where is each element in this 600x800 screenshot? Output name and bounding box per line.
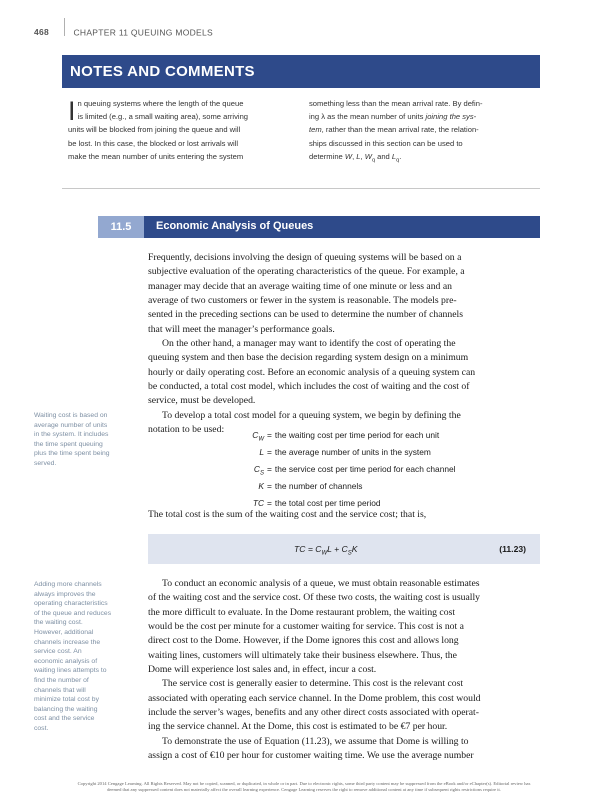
body-line: of the waiting cost and the service cost. Of these two costs, the waiting cost is usually xyxy=(148,592,480,604)
notes-divider xyxy=(62,188,540,189)
body-line: associated with operating each service channel. In the Dome problem, this cost would xyxy=(148,692,481,704)
body-line: The service cost is generally easier to determine. This cost is the relevant cost xyxy=(162,678,464,690)
body-line: ing the service channel. At the Dome, this cost is estimated to be €7 per hour. xyxy=(148,721,448,733)
definition-row xyxy=(148,447,431,457)
body-line: that will meet the manager’s performance goals. xyxy=(148,323,335,335)
margin-note-line: However, additional xyxy=(34,628,94,636)
page-number: 468 xyxy=(34,27,50,38)
body-line: To demonstrate the use of Equation (11.23), we assume that Dome is willing to xyxy=(162,735,469,747)
equation-box xyxy=(148,534,540,564)
body-line: waiting lines, customers will ultimately take their business elsewhere. Thus, the xyxy=(148,649,457,661)
notes-line: be lost. In this case, the blocked or lost arrivals will xyxy=(68,138,239,148)
margin-note-line: Adding more channels xyxy=(34,581,102,588)
body-line: The total cost is the sum of the waiting cost and the service cost; that is, xyxy=(148,509,427,520)
body-paragraphs-1 xyxy=(148,251,540,437)
notes-line: tem, rather than the mean arrival rate, the relation- xyxy=(309,125,479,135)
body-paragraphs-2 xyxy=(148,577,540,763)
notes-line: make the mean number of units entering the system xyxy=(68,151,244,161)
body-line: average of two customers or fewer in the system is reasonable. The models pre- xyxy=(148,295,457,307)
footer-line: Copyright 2014 Cengage Learning. All Rights Reserved. May not be copied, scanned, or duplicated, in whole or in part. Due to electronic rights, some third party content may be suppressed from the eBook and/or eChapter(s). Editorial review has xyxy=(77,781,531,786)
margin-note-line: cost and the service xyxy=(34,715,95,723)
margin-note-line: channels that will xyxy=(34,686,86,694)
definition-text: the average number of units in the system xyxy=(274,447,431,457)
margin-note-line: average number of units xyxy=(34,421,108,429)
body-line: sented in the preceding sections can be used to determine the number of channels xyxy=(148,309,464,321)
margin-note-line: find the number of xyxy=(34,676,89,684)
notes-line: ships discussed in this section can be used to xyxy=(309,138,463,148)
chapter-title: CHAPTER 11 QUEUING MODELS xyxy=(73,27,214,38)
body-line: Dome will experience lost sales and, in effect, incur a cost. xyxy=(148,664,377,676)
equals-sign: = xyxy=(267,447,272,457)
notes-line: is limited (e.g., a small waiting area), some arriving xyxy=(77,112,249,122)
margin-note-line: the waiting cost. xyxy=(34,619,83,627)
body-line: be conducted, a total cost model, which includes the cost of waiting and the cost of xyxy=(148,381,470,393)
notes-line: n queuing systems where the length of the queue xyxy=(77,99,244,108)
definition-symbol: $C_S$ xyxy=(253,464,264,477)
body-line: would be the cost per minute for a customer waiting for service. This cost is not a xyxy=(148,621,464,633)
body-line: the more difficult to evaluate. In the Dome restaurant problem, the waiting cost xyxy=(148,606,456,618)
running-head xyxy=(34,24,213,42)
notes-line: units will be blocked from joining the queue and will xyxy=(68,125,241,135)
margin-note-line: operating characteristics xyxy=(34,600,108,608)
margin-note-line: served. xyxy=(34,459,57,467)
margin-note-line: always improves the xyxy=(34,590,96,598)
total-cost-sentence xyxy=(148,508,540,522)
notes-line: something less than the mean arrival rate. By defin- xyxy=(309,99,483,108)
margin-note-line: minimize total cost by xyxy=(34,696,99,704)
margin-note-line: of the queue and reduces xyxy=(34,609,112,617)
notes-body xyxy=(68,97,538,179)
definition-symbol: K xyxy=(258,481,264,491)
body-line: On the other hand, a manager may want to identify the cost of operating the xyxy=(162,338,456,350)
definition-row xyxy=(148,430,439,443)
body-line: subjective evaluation of the operating characteristics of the queue. For example, a xyxy=(148,266,465,278)
definition-text: the waiting cost per time period for each unit xyxy=(274,430,440,440)
margin-note-channels xyxy=(34,580,134,734)
body-line: notation to be used: xyxy=(148,424,225,436)
definition-row xyxy=(148,464,456,477)
definition-symbol: TC xyxy=(252,498,264,508)
equals-sign: = xyxy=(267,464,272,474)
equation-number: (11.23) xyxy=(499,544,526,554)
margin-note-line: Waiting cost is based on xyxy=(34,412,108,419)
definition-text: the total cost per time period xyxy=(274,498,381,508)
margin-note-line: plus the time spent being xyxy=(34,450,110,458)
margin-note-line: service cost. An xyxy=(34,648,82,656)
body-line: To conduct an economic analysis of a queue, we must obtain reasonable estimates xyxy=(162,578,480,589)
notes-left-column xyxy=(68,97,298,163)
drop-cap: I xyxy=(68,96,76,126)
notes-right-column xyxy=(309,97,539,168)
margin-note-line: the time spent queuing xyxy=(34,440,103,448)
section-number: 11.5 xyxy=(98,216,144,238)
section-title: Economic Analysis of Queues xyxy=(156,220,314,232)
margin-note-line: waiting lines attempts to xyxy=(34,667,107,675)
body-line: queuing system and then base the decision regarding system design on a minimum xyxy=(148,352,469,364)
margin-note-line: economic analysis of xyxy=(34,657,98,665)
definition-text: the number of channels xyxy=(274,481,363,491)
margin-note-line: balancing the waiting xyxy=(34,705,98,713)
footer-line: deemed that any suppressed content does not materially affect the overall learning experience. Cengage Learning reserves the right to remove additional content at any time if subsequent rights restrictions require it. xyxy=(107,787,501,793)
body-line: service, must be developed. xyxy=(148,395,256,407)
body-line: direct cost to the Dome. However, if the Dome ignores this cost and allows long xyxy=(148,635,459,647)
margin-note-line: in the system. It includes xyxy=(34,431,109,439)
body-line: include the server’s wages, benefits and any other direct costs associated with operat- xyxy=(148,707,479,719)
notes-title: NOTES AND COMMENTS xyxy=(70,63,255,80)
equation: TC = $C_WL + C_SK$ xyxy=(294,544,358,557)
body-line: assign a cost of €10 per hour for customer waiting time. We use the average number xyxy=(148,750,474,762)
copyright-footer xyxy=(34,781,574,794)
definition-row xyxy=(148,481,362,491)
definition-row xyxy=(148,498,381,508)
margin-note-waiting-cost xyxy=(34,411,134,469)
header-divider xyxy=(64,18,65,36)
body-line: manager may decide that an average waiting time of one minute or less and an xyxy=(148,280,452,292)
margin-note-line: channels increase the xyxy=(34,638,101,646)
body-line: To develop a total cost model for a queuing system, we begin by defining the xyxy=(162,409,461,421)
definition-symbol: L xyxy=(259,447,264,457)
definition-symbol: $C_W$ xyxy=(252,430,264,443)
equals-sign: = xyxy=(267,481,272,491)
equals-sign: = xyxy=(267,498,272,508)
notes-line: ing λ as the mean number of units joining the sys- xyxy=(309,112,477,122)
notes-line: determine W, L, $W_q$ and $L_q$. xyxy=(309,151,402,164)
body-line: Frequently, decisions involving the design of queuing systems will be based on a xyxy=(148,252,462,263)
body-line: hourly or daily operating cost. Before an economic analysis of a queuing system can xyxy=(148,366,476,378)
section-heading xyxy=(98,216,540,238)
equals-sign: = xyxy=(267,430,272,440)
definition-text: the service cost per time period for each channel xyxy=(274,464,456,474)
notes-title-bar xyxy=(62,55,540,88)
margin-note-line: cost. xyxy=(34,724,49,732)
